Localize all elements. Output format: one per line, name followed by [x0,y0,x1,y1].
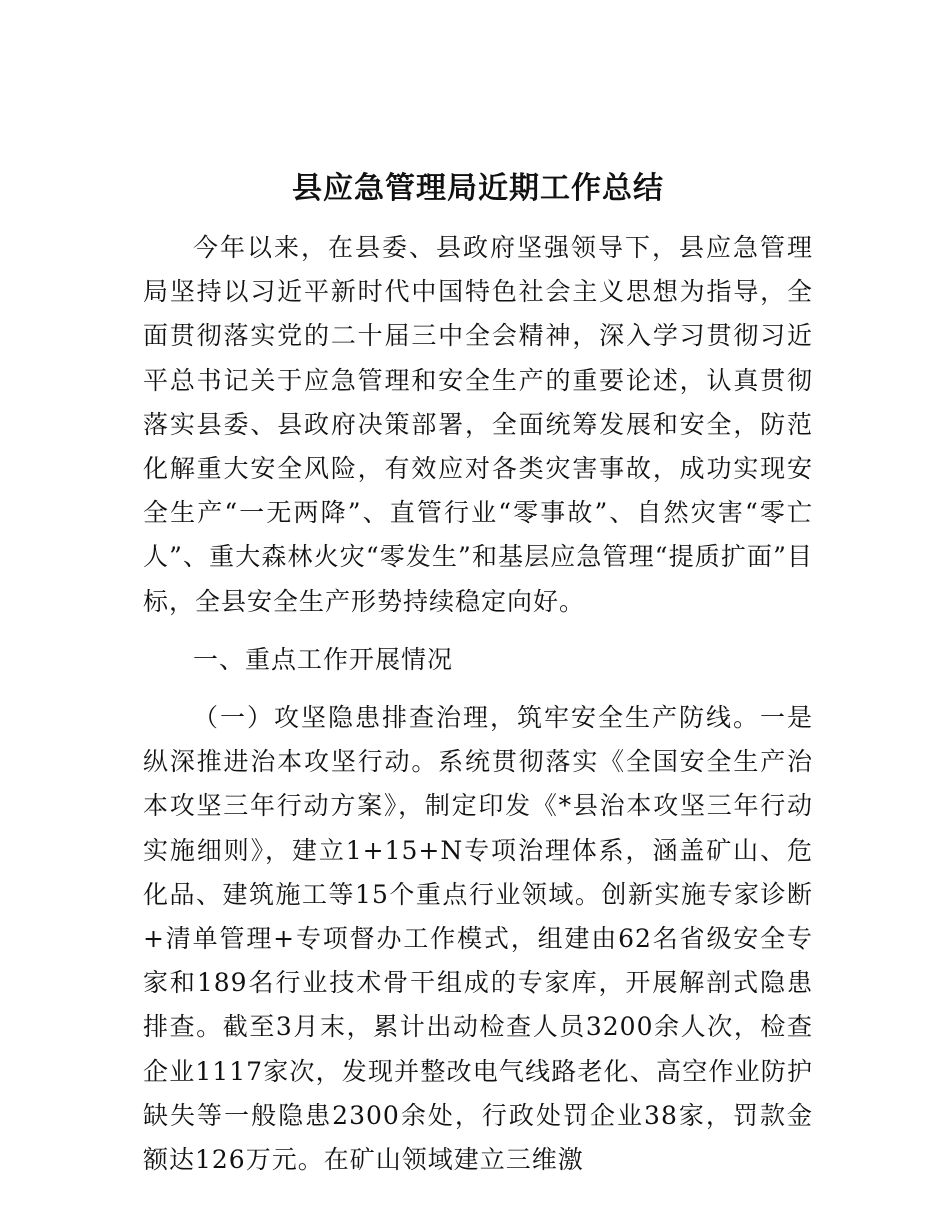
intro-paragraph: 今年以来，在县委、县政府坚强领导下，县应急管理局坚持以习近平新时代中国特色社会主义思想为指导，全面贯彻落实党的二十届三中全会精神，深入学习贯彻习近平总书记关于应急管理和安全生产的重要论述，认真贯彻落实县委、县政府决策部署，全面统筹发展和安全，防范化解重大安全风险，有效应对各类灾害事故，成功实现安全生产“一无两降”、直管行业“零事故”、自然灾害“零亡人”、重大森林火灾“零发生”和基层应急管理“提质扩面”目标，全县安全生产形势持续稳定向好。 [143,233,813,616]
section-paragraph: （一）攻坚隐患排查治理，筑牢安全生产防线。一是纵深推进治本攻坚行动。系统贯彻落实《全国安全生产治本攻坚三年行动方案》，制定印发《*县治本攻坚三年行动实施细则》，建立1+15+N专项治理体系，涵盖矿山、危化品、建筑施工等15个重点行业领域。创新实施专家诊断+清单管理+专项督办工作模式，组建由62名省级安全专家和189名行业技术骨干组成的专家库，开展解剖式隐患排查。截至3月末，累计出动检查人员3200余人次，检查企业1117家次，发现并整改电气线路老化、高空作业防护缺失等一般隐患2300余处，行政处罚企业38家，罚款金额达126万元。在矿山领域建立三维激 [143,703,813,1175]
document-page [143,166,813,1182]
document-title: 县应急管理局近期工作总结 [292,171,664,206]
section-heading: 一、重点工作开展情况 [193,644,454,674]
